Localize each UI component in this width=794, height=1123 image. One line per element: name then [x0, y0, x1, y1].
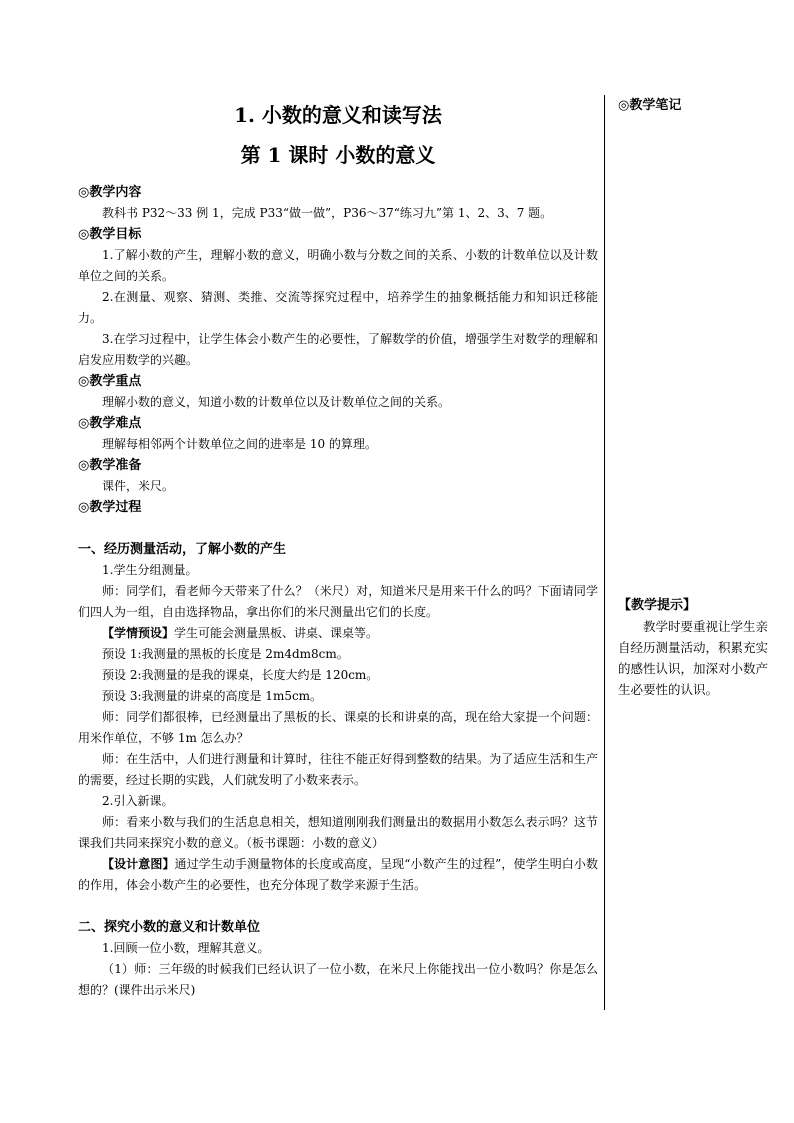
- page-title: 1. 小数的意义和读写法: [234, 103, 442, 127]
- lesson-subtitle: 第 1 课时 小数的意义: [240, 143, 436, 167]
- part1-para: 师：同学们都很棒，已经测量出了黑板的长、课桌的长和讲桌的高，现在给大家提一个问题：用米作单位，不够 1m 怎么办？: [78, 710, 598, 745]
- section-heading-goals: ◎教学目标: [78, 227, 142, 242]
- part1-para: 师：看来小数与我们的生活息息相关，想知道刚刚我们测量出的数据用小数怎么表示吗？这节课我们共同来探究小数的意义。（板书课题：小数的意义）: [78, 815, 598, 850]
- part1-para: 预设 1:我测量的黑板的长度是 2m4dm8cm。: [102, 647, 349, 661]
- tip-text: 教学时要重视让学生亲自经历测量活动，积累充实的感性认识，加深对小数产生必要性的认识。: [618, 619, 769, 697]
- notes-column: [618, 96, 768, 700]
- key-paragraph: 理解小数的意义，知道小数的计数单位以及计数单位之间的关系。: [102, 395, 451, 409]
- part2-heading: 二、探究小数的意义和计数单位: [78, 920, 261, 935]
- section-heading-key: ◎教学重点: [78, 374, 142, 389]
- preset-label: 【学情预设】: [102, 626, 175, 640]
- part1-para: 师：在生活中，人们进行测量和计算时，往往不能正好得到整数的结果。为了适应生活和生产的需要，经过长期的实践，人们就发明了小数来表示。: [78, 752, 598, 787]
- section-heading-difficulty: ◎教学难点: [78, 416, 142, 431]
- tip-title: 【教学提示】: [618, 598, 697, 613]
- goal-3: 3.在学习过程中，让学生体会小数产生的必要性，了解数学的价值，增强学生对数学的理解和启发应用数学的兴趣。: [78, 332, 598, 367]
- part1-para: 预设 3:我测量的讲桌的高度是 1m5cm。: [102, 689, 323, 703]
- part1-design: [78, 854, 598, 896]
- part2-para: 1.回顾一位小数，理解其意义。: [102, 941, 270, 955]
- content-paragraph: 教科书 P32～33 例 1，完成 P33“做一做”，P36～37“练习九”第 1、2、3、7 题。: [102, 206, 553, 220]
- part1-preset: [78, 623, 598, 644]
- part1-heading: 一、经历测量活动，了解小数的产生: [78, 542, 287, 557]
- goal-2: 2.在测量、观察、猜测、类推、交流等探究过程中，培养学生的抽象概括能力和知识迁移能力。: [78, 290, 598, 325]
- goal-1: 1.了解小数的产生，理解小数的意义，明确小数与分数之间的关系、小数的计数单位以及计数单位之间的关系。: [78, 248, 598, 283]
- design-text: 通过学生动手测量物体的长度或高度，呈现“小数产生的过程”，使学生明白小数的作用，体会小数产生的必要性，也充分体现了数学来源于生活。: [78, 857, 598, 892]
- lesson-plan-main: [78, 100, 598, 1001]
- spacer: [78, 896, 598, 917]
- part1-para: 预设 2:我测量的是我的课桌，长度大约是 120cm。: [102, 668, 379, 682]
- spacer: [78, 518, 598, 539]
- column-divider: [604, 95, 605, 1010]
- section-heading-content: ◎教学内容: [78, 185, 142, 200]
- section-heading-process: ◎教学过程: [78, 500, 142, 515]
- preset-text: 学生可能会测量黑板、讲桌、课桌等。: [174, 626, 379, 640]
- part1-para: 1.学生分组测量。: [102, 563, 198, 577]
- notes-header: ◎教学笔记: [618, 98, 682, 113]
- difficulty-paragraph: 理解每相邻两个计数单位之间的进率是 10 的算理。: [102, 437, 377, 451]
- part1-para: 师：同学们，看老师今天带来了什么？（米尺）对，知道米尺是用来干什么的吗？下面请同学们四人为一组，自由选择物品，拿出你们的米尺测量出它们的长度。: [78, 584, 598, 619]
- section-heading-prep: ◎教学准备: [78, 458, 142, 473]
- part2-para: （1）师：三年级的时候我们已经认识了一位小数，在米尺上你能找出一位小数吗？你是怎么想的？(课件出示米尺): [78, 962, 598, 997]
- part1-para: 2.引入新课。: [102, 794, 174, 808]
- prep-paragraph: 课件，米尺。: [102, 479, 175, 493]
- design-label: 【设计意图】: [102, 857, 175, 871]
